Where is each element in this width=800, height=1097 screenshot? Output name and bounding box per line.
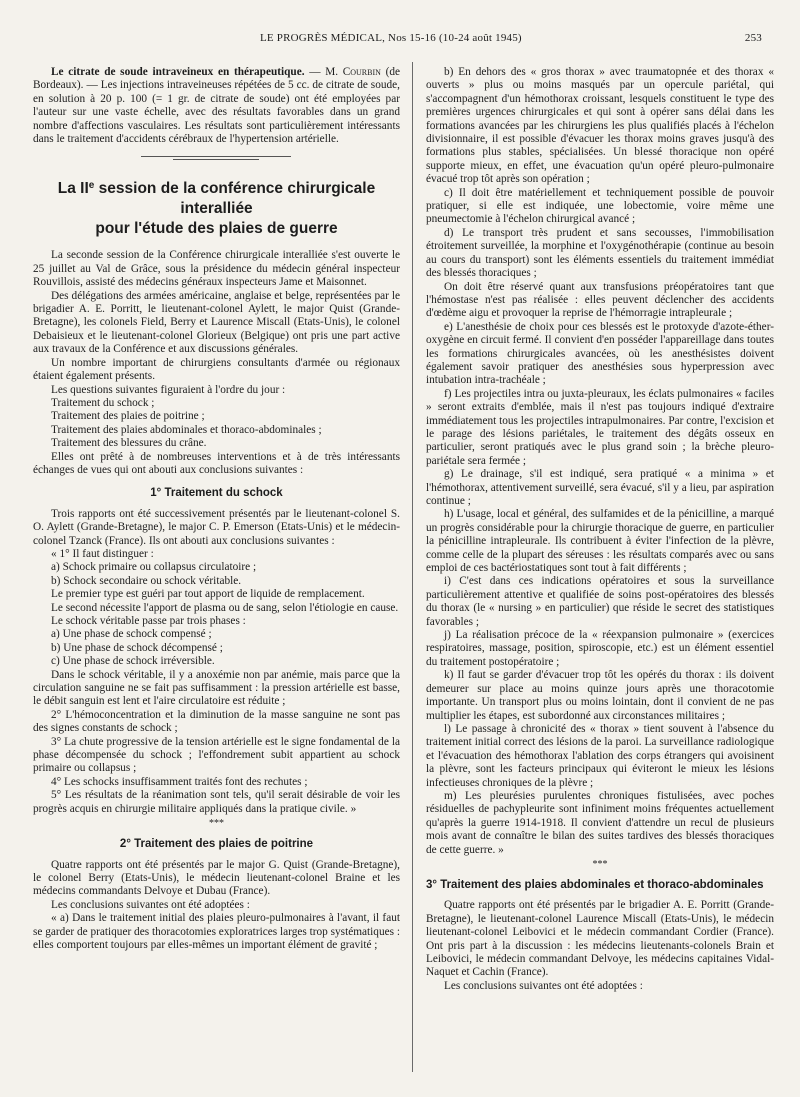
agenda-item: Traitement des plaies abdominales et thoraco-abdominales ; — [51, 423, 322, 436]
intro-paragraph-1: La seconde session de la Conférence chirurgicale interalliée s'est ouverte le 25 juillet au Val de Grâce, sous la présidence du médecin général inspecteur Rouvillois, assisté des médecins généraux inspecteurs Jame et Maisonnet. — [33, 249, 400, 289]
conclusion-k: k) Il faut se garder d'évacuer trop tôt les opérés du thorax : ils doivent demeurer sur place au moins quinze jours après une thoracotomie importante. Un transport plus ou moins lointain, dont il convient de ne pas multiplier les étapes, est subordonné aux circonstances militaires ; — [426, 669, 774, 722]
conclusion-d-continued: On doit être réservé quant aux transfusions préopératoires tant que l'hémostase n'est pas réalisée : elles peuvent déclencher des accidents d'œdème aigu et provoquer la reprise de l'hémorragie intrapleurale ; — [426, 280, 774, 320]
conclusion-j: j) La réalisation précoce de la « réexpansion pulmonaire » (exercices respiratoires, massage, position, spiroscopie, etc.) est un élément essentiel du traitement postopératoire ; — [426, 629, 774, 668]
schock-line: a) Une phase de schock compensé ; — [51, 628, 212, 641]
citrate-lead: Le citrate de soude intraveineux en thérapeutique. — [51, 66, 305, 78]
agenda-item: Traitement du schock ; — [51, 396, 155, 409]
conclusion-m: m) Les pleurésies purulentes chroniques fistulisées, avec poches résiduelles de pachypleurite sont infiniment moins fréquentes actuellement qu'après la guerre 1914-1918. Il convient d'attendre un recul de plusieurs mois avant de connaître le bilan des suites tardives des blessés thoraciques de cette guerre. » — [426, 789, 774, 856]
conclusion-h: h) L'usage, local et général, des sulfamides et de la pénicilline, a marqué un progrès considérable pour la chirurgie thoracique de guerre, en particulier la pénicilline intrapleurale. Ils contribuent à éviter l'infection de la plèvre, comme celle de la plupart des séreuses : les résultats comparés avec ou sans emploi de ces bactériostatiques sont tout à fait différents ; — [426, 508, 774, 575]
schock-line: Le schock véritable passe par trois phases : — [51, 615, 246, 627]
schock-line: b) Schock secondaire ou schock véritable. — [51, 574, 242, 587]
section-title-abdominales: 3° Traitement des plaies abdominales et thoraco-abdominales — [426, 878, 764, 891]
section-separator-stars: *** — [209, 818, 224, 830]
intro-paragraph-3: Un nombre important de chirurgiens consultants d'armée ou régionaux étaient également présents. — [33, 356, 400, 383]
schock-line: Dans le schock véritable, il y a anoxémie non par anémie, mais parce que la circulation sanguine ne se fait pas suffisamment : la pression artérielle est basse, le débit sanguin est lent et l'aire circulatoire est réduite ; — [33, 668, 400, 708]
conclusion-g: g) Le drainage, s'il est indiqué, sera pratiqué « a minima » et l'hémothorax, attentivement surveillé, sera évacué, s'il y a lieu, par aspiration continue ; — [426, 468, 774, 507]
schock-line: 2° L'hémoconcentration et la diminution de la masse sanguine ne sont pas des signes constants de schock ; — [33, 708, 400, 735]
abdominales-paragraph-2: Les conclusions suivantes ont été adoptées : — [444, 979, 643, 992]
right-column — [426, 66, 774, 993]
intro-paragraph-4: Les questions suivantes figuraient à l'ordre du jour : — [51, 383, 286, 396]
conclusion-i: i) C'est dans ces indications opératoires et sous la surveillance particulièrement attentive et qualifiée de soins post-opératoires des blessés du thorax (le « nursing » en particulier) que réside le secret des statistiques favorables ; — [426, 575, 774, 628]
agenda-item: Traitement des blessures du crâne. — [51, 437, 207, 450]
citrate-paragraph — [33, 66, 400, 146]
conclusion-d: d) Le transport très prudent et sans secousses, l'immobilisation étroitement surveillée, la morphine et l'oxygénothérapie (continue au besoin au cours du transport) sont les éléments essentiels du traitement immédiat des blessés thoraciques ; — [426, 226, 774, 280]
citrate-text: (de Bordeaux). — Les injections intraveineuses répétées de 5 cc. de citrate de soude, en solution à 20 p. 100 (= 1 gr. de citrate de soude) ont été employées par l'auteur sur une vaste échelle, avec des résultats favorables dans un grand nombre d'affections vasculaires. Les résultats sont particulièrement intéressants dans le traitement d'accidents cérébraux de l'hypertension artérielle. — [33, 66, 401, 146]
intro-paragraph-5: Elles ont prêté à de nombreuses interventions et à de très intéressants échanges de vues qui ont abouti aux conclusions suivantes : — [33, 450, 400, 476]
poitrine-paragraph-3: « a) Dans le traitement initial des plaies pleuro-pulmonaires à l'avant, il faut se garder de pratiquer des thoracotomies exploratrices larges trop systématiques : elles comportent toujours par elles-mêmes un important élément de gravité ; — [33, 912, 400, 951]
conclusion-f: f) Les projectiles intra ou juxta-pleuraux, les éclats pulmonaires « faciles » seront extraits d'emblée, mais il n'est pas toujours indiqué d'extraire immédiatement tous les projectiles intrapulmonaires. Par contre, l'excision et le parage des lésions pariétales, le traitement des dégâts osseux en particulier, seront pratiqués avec le plus grand soin ; la brèche pleuro-pariétale sera fermée ; — [426, 387, 774, 467]
section-title-schock: 1° Traitement du schock — [150, 487, 283, 500]
citrate-author: M. Courbin — [325, 66, 381, 78]
schock-line: 3° La chute progressive de la tension artérielle est le signe fondamental de la phase décompensée du schock ; l'effondrement subit appartient au schock primaire ou collapsus ; — [33, 735, 400, 775]
decorative-rule — [33, 146, 400, 168]
agenda-item: Traitement des plaies de poitrine ; — [51, 410, 205, 423]
schock-paragraph: Trois rapports ont été successivement présentés par le lieutenant-colonel S. O. Aylett (Grande-Bretagne), le major C. P. Emerson (Etats-Unis) et le médecin-colonel Tzanck (France). Ils ont abouti aux conclusions suivantes : — [33, 507, 400, 547]
schock-line: 4° Les schocks insuffisamment traités font des rechutes ; — [51, 775, 308, 788]
conclusion-l: l) Le passage à chronicité des « thorax » tient souvent à l'absence du traitement initial correct des lésions de la paroi. La surveillance radiologique et l'évacuation des hémothorax l'ablation des corps étrangers qui avoisinent la plèvre, sont les facteurs principaux qui éviteront le mieux les lésions infectieuses chroniques de la plèvre ; — [426, 722, 774, 789]
conclusion-b: b) En dehors des « gros thorax » avec traumatopnée et des thorax « ouverts » plus ou moins masqués par un opercule pariétal, qui s'accompagnent d'un hémothorax croissant, lesquels constituent le type des premières urgences chirurgicales et qui sont à opérer sans délai dans les formations avancées par les chirurgiens les plus qualifiés placés à l'échelon divisionnaire, il est possible d'évacuer les thorax moins graves jusqu'à des formations plus stables, spécialisées. Un blessé thoracique non opéré supporte mieux, en effet, une évacuation qu'un opéré pleuro-pulmonaire évacué trop tôt après son opération ; — [426, 66, 774, 186]
citrate-dash: — — [304, 66, 326, 78]
schock-line: 5° Les résultats de la réanimation sont tels, qu'il serait désirable de voir les progrès acquis en chirurgie militaire appliqués dans la pratique civile. » — [33, 789, 400, 815]
schock-line: « 1° Il faut distinguer : — [51, 547, 154, 560]
column-divider — [412, 62, 413, 1072]
schock-line: Le premier type est guéri par tout apport de liquide de remplacement. — [51, 588, 365, 601]
conclusion-e: e) L'anesthésie de choix pour ces blessés est le protoxyde d'azote-éther-oxygène en circuit fermé. Il convient d'en posséder l'appareillage dans toutes les formations chirurgicales avancées, où les anesthésistes doivent également savoir pratiquer des anesthésies sous hyperpression avec intubation intra-trachéale ; — [426, 320, 774, 387]
conclusion-c: c) Il doit être matériellement et techniquement possible de pouvoir pratiquer, si elle est indiquée, une lobectomie, voire même une pneumectomie à l'échelon chirurgical avancé ; — [426, 186, 774, 226]
intro-paragraph-2: Des délégations des armées américaine, anglaise et belge, représentées par le brigadier A. E. Porritt, le lieutenant-colonel Aylett, le major Quist (Grande-Bretagne), les colonels Field, Berry et Laurence Miscall (Etats-Unis), le colonel Debaisieux et le lieutenant-colonel Glorieux (Belgique) ont pris une part active aux travaux de la Conférence et aux discussions générales. — [33, 289, 400, 356]
schock-line: a) Schock primaire ou collapsus circulatoire ; — [51, 561, 257, 574]
abdominales-paragraph-1: Quatre rapports ont été présentés par le brigadier A. E. Porritt (Grande-Bretagne), le lieutenant-colonel Laurence Miscall (Etats-Unis), le médecin lieutenant-colonel Leibovici et le médecin commandant Cordier (France). Ont pris part à la discussion : les médecins lieutenants-colonels Brain et Leibovici, le médecin commandant Delvoye, les médecins capitaines Vidal-Naquet et Cachin (France). — [426, 899, 774, 979]
schock-line: b) Une phase de schock décompensé ; — [51, 641, 223, 654]
section-separator-stars: *** — [592, 858, 608, 870]
section-title-poitrine: 2° Traitement des plaies de poitrine — [119, 838, 314, 851]
schock-line: c) Une phase de schock irréversible. — [51, 655, 215, 668]
article-title: La IIe session de la conférence chirurgicale interalliée pour l'étude des plaies de guerre — [57, 180, 376, 238]
schock-line: Le second nécessite l'apport de plasma ou de sang, selon l'étiologie en cause. — [51, 601, 399, 614]
left-column — [33, 66, 400, 952]
poitrine-paragraph-1: Quatre rapports ont été présentés par le major G. Quist (Grande-Bretagne), le colonel Berry (Etats-Unis), le médecin lieutenant-colonel Braine et les médecins commandants Delvoye et Dubau (France). — [33, 858, 400, 898]
poitrine-paragraph-2: Les conclusions suivantes ont été adoptées : — [51, 898, 250, 911]
page-number: 253 — [744, 32, 762, 44]
running-title: LE PROGRÈS MÉDICAL, Nos 15-16 (10-24 août 1945) — [260, 32, 522, 44]
